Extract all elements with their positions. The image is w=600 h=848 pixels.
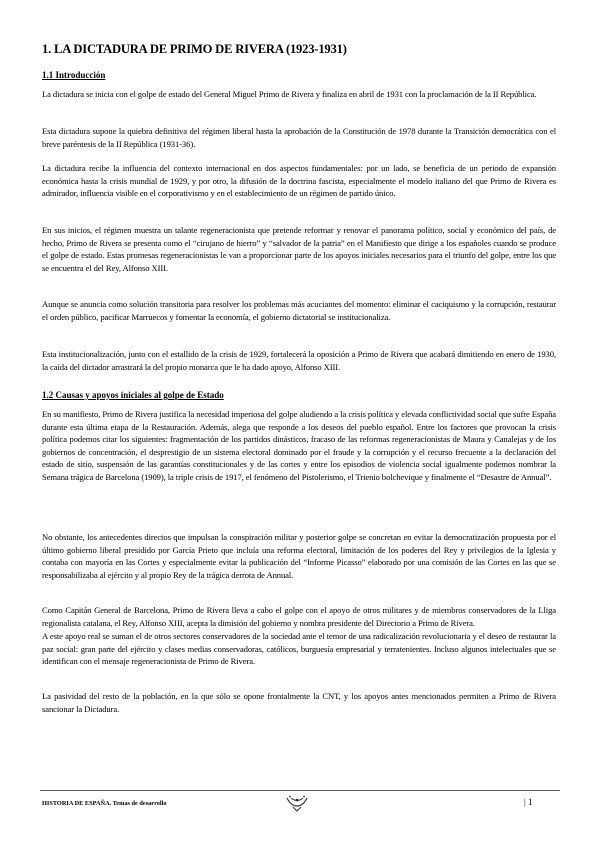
paragraph: Como Capitán General de Barcelona, Primo de Rivera lleva a cabo el golpe con el apoyo de otros militares y de miembros conservadores de la Lliga regionalista catalana, el Rey, Alfonso XIII, acepta la dimisión del gobierno y nombra presidente del Directorio a Primo de Rivera. — [42, 605, 556, 628]
footer-divider — [40, 790, 560, 791]
paragraph: Esta institucionalización, junto con el estallido de la crisis de 1929, fortalecerá la oposición a Primo de Rivera que acabará dimitiendo en enero de 1930, la caída del dictador arrastrará la del propio monarca que le ha dado apoyo, Alfonso XIII. — [42, 349, 556, 372]
page-title: 1. LA DICTADURA DE PRIMO DE RIVERA (1923-1931) — [42, 42, 347, 56]
page-number: | 1 — [524, 797, 533, 807]
paragraph: No obstante, los antecedentes directos que impulsan la conspiración militar y posterior golpe se concretan en evitar la democratización propuesta por el último gobierno liberal presidido por García Prieto que incluía una reforma electoral, limitación de los poderes del Rey y privilegios de la Iglesia y contaba con mayoría en las Cortes y especialmente evitar la publicación del “Informe Picasso” elaborado por una comisión de las Cortes en las que se responsabilizaba al ejército y al propio Rey de la trágica derrota de Annual. — [42, 532, 556, 580]
paragraph: La dictadura se inicia con el golpe de estado del General Miguel Primo de Rivera y finaliza en abril de 1931 con la proclamación de la II República. — [42, 89, 537, 99]
paragraph: A este apoyo real se suman el de otros sectores conservadores de la sociedad ante el temor de una radicalización revolucionaria y el deseo de restaurar la paz social: gran parte del ejército y clases medias conservadoras, católicos, burguesía empresarial y terratenientes. Incluso algunos intelectuales que se identifican con el mensaje regeneracionista de Primo de Rivera. — [42, 631, 556, 666]
paragraph: Esta dictadura supone la quiebra definitiva del régimen liberal hasta la aprobación de la Constitución de 1978 durante la Transición democrática con el breve paréntesis de la II República (1931-36). — [42, 126, 556, 149]
section-heading-introduccion: 1.1 Introducción — [42, 70, 106, 80]
section-heading-causas: 1.2 Causas y apoyos iniciales al golpe de Estado — [42, 390, 224, 400]
footer-title: HISTORIA DE ESPAÑA. Temas de desarrollo — [42, 800, 167, 807]
paragraph: Aunque se anuncia como solución transitoria para resolver los problemas más acuciantes del momento: eliminar el caciquismo y la corrupción, restaurar el orden público, pacificar Marruecos y fomentar la economía, el gobierno dictatorial se institucionaliza. — [42, 299, 556, 322]
paragraph: La dictadura recibe la influencia del contexto internacional en dos aspectos fundamentales: por un lado, se beneficia de un periodo de expansión económica hasta la crisis mundial de 1929, y por otro, la difusión de la doctrina fascista, especialmente el modelo italiano del que Primo de Rivera es admirador, influencia visible en el corporativismo y en el establecimiento de un régimen de partido único. — [42, 163, 556, 198]
paragraph: En su manifiesto, Primo de Rivera justifica la necesidad imperiosa del golpe aludiendo a la crisis política y elevada conflictividad social que sufre España durante esta última etapa de la Restauración. Además, alega que responde a los deseos del pueblo español. Entre los factores que provocan la crisis política podemos citar los siguientes: fragmentación de los partidos dinásticos, fracaso de las reformas regeneracionistas de Maura y Canalejas y de los gobiernos de concentración, el desprestigio de un sistema electoral dominado por el fraude y la corrupción y el recurso frecuente a la declaración del estado de sitio, suspensión de las garantías constitucionales y de las cortes y entre los episodios de violencia social igualmente podemos nombrar la Semana trágica de Barcelona (1909), la triple crisis de 1917, el fenómeno del Pistolerismo, el Trienio bolchevique y finalmente el “Desastre de Annual”. — [42, 409, 556, 482]
paragraph: En sus inicios, el régimen muestra un talante regeneracionista que pretende reformar y renovar el panorama político, social y económico del país, de hecho, Primo de Rivera se presenta como el “cirujano de hierro” y “salvador de la patria” en el Manifiesto que dirige a los españoles cuando se produce el golpe de estado. Estas promesas regeneracionistas le van a proporcionar parte de los apoyos iniciales necesarios para el triunfo del golpe, entre los que se encuentra el del Rey, Alfonso XIII. — [42, 225, 556, 273]
paragraph: La pasividad del resto de la población, en la que sólo se opone frontalmente la CNT, y los apoyos antes mencionados permiten a Primo de Rivera sancionar la Dictadura. — [42, 691, 556, 714]
ornament-icon — [284, 794, 310, 812]
